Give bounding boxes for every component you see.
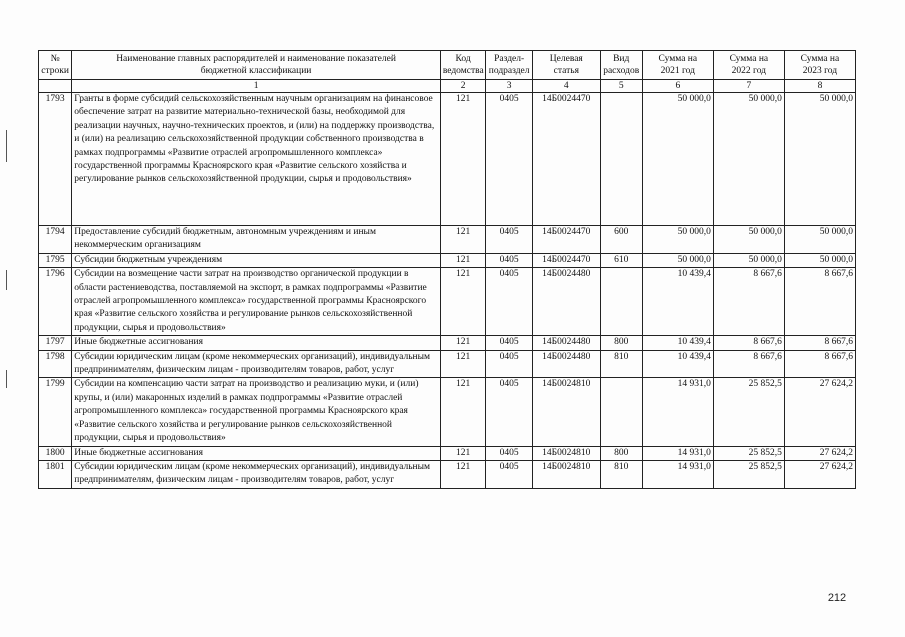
row-number: 1794 bbox=[39, 226, 72, 254]
row-sum-2021: 10 439,4 bbox=[642, 350, 713, 378]
header-sum-2023: Сумма на 2023 год bbox=[784, 51, 855, 80]
row-sum-2021: 14 931,0 bbox=[642, 446, 713, 460]
row-dept-code: 121 bbox=[440, 336, 486, 350]
row-expense-type: 800 bbox=[600, 446, 642, 460]
row-number: 1799 bbox=[39, 378, 72, 446]
table-header-row bbox=[39, 51, 856, 80]
table-row bbox=[39, 350, 856, 378]
row-expense-type: 610 bbox=[600, 253, 642, 267]
row-sum-2022: 8 667,6 bbox=[713, 350, 784, 378]
row-target-article: 14Б0024470 bbox=[532, 93, 600, 226]
row-sum-2022: 8 667,6 bbox=[713, 336, 784, 350]
row-name: Субсидии бюджетным учреждениям bbox=[72, 253, 441, 267]
row-number: 1796 bbox=[39, 268, 72, 336]
row-name: Гранты в форме субсидий сельскохозяйственным научным организациям на финансовое обеспечение затрат на развитие материально-технической базы, необходимой для реализации научных, научно-технических проектов, и (или) на поддержку производства, и (или) на реализацию сельскохозяйственной продукции собственного производства в рамках подпрограммы «Развитие отраслей агропромышленного комплекса» государственной программы Красноярского края «Развитие сельского хозяйства и регулирование рынков сельскохозяйственной продукции, сырья и продовольствия» bbox=[72, 93, 441, 226]
row-expense-type bbox=[600, 93, 642, 226]
row-target-article: 14Б0024480 bbox=[532, 336, 600, 350]
row-name: Субсидии юридическим лицам (кроме некоммерческих организаций), индивидуальным предпринимателям, физическим лицам - производителям товаров, работ, услуг bbox=[72, 350, 441, 378]
row-target-article: 14Б0024810 bbox=[532, 378, 600, 446]
table-row bbox=[39, 460, 856, 488]
column-number-row bbox=[39, 80, 856, 93]
row-sum-2023: 50 000,0 bbox=[784, 253, 855, 267]
table-row bbox=[39, 336, 856, 350]
row-name: Иные бюджетные ассигнования bbox=[72, 446, 441, 460]
table-row bbox=[39, 378, 856, 446]
page-number: 212 bbox=[827, 592, 847, 604]
row-sum-2021: 50 000,0 bbox=[642, 253, 713, 267]
row-section: 0405 bbox=[486, 93, 533, 226]
budget-table bbox=[38, 50, 856, 489]
row-sum-2023: 8 667,6 bbox=[784, 268, 855, 336]
row-dept-code: 121 bbox=[440, 378, 486, 446]
row-dept-code: 121 bbox=[440, 93, 486, 226]
scan-artifact-line bbox=[6, 370, 7, 388]
row-section: 0405 bbox=[486, 350, 533, 378]
row-target-article: 14Б0024470 bbox=[532, 253, 600, 267]
row-expense-type: 810 bbox=[600, 350, 642, 378]
row-dept-code: 121 bbox=[440, 446, 486, 460]
row-sum-2021: 14 931,0 bbox=[642, 378, 713, 446]
row-target-article: 14Б0024480 bbox=[532, 350, 600, 378]
row-section: 0405 bbox=[486, 268, 533, 336]
row-dept-code: 121 bbox=[440, 253, 486, 267]
row-name: Субсидии юридическим лицам (кроме некоммерческих организаций), индивидуальным предпринимателям, физическим лицам - производителям товаров, работ, услуг bbox=[72, 460, 441, 488]
row-name: Иные бюджетные ассигнования bbox=[72, 336, 441, 350]
row-target-article: 14Б0024470 bbox=[532, 226, 600, 254]
table-row bbox=[39, 253, 856, 267]
scan-artifact-line bbox=[6, 270, 7, 290]
row-dept-code: 121 bbox=[440, 350, 486, 378]
row-sum-2021: 50 000,0 bbox=[642, 226, 713, 254]
header-name: Наименование главных распорядителей и наименование показателей бюджетной классификации bbox=[72, 51, 441, 80]
row-sum-2023: 27 624,2 bbox=[784, 378, 855, 446]
row-expense-type bbox=[600, 378, 642, 446]
row-sum-2021: 14 931,0 bbox=[642, 460, 713, 488]
row-dept-code: 121 bbox=[440, 460, 486, 488]
row-number: 1801 bbox=[39, 460, 72, 488]
row-section: 0405 bbox=[486, 378, 533, 446]
header-sum-2021: Сумма на 2021 год bbox=[642, 51, 713, 80]
row-section: 0405 bbox=[486, 336, 533, 350]
row-sum-2021: 50 000,0 bbox=[642, 93, 713, 226]
row-expense-type bbox=[600, 268, 642, 336]
row-expense-type: 800 bbox=[600, 336, 642, 350]
column-number-cell: 8 bbox=[784, 80, 855, 93]
table-row bbox=[39, 268, 856, 336]
table-row bbox=[39, 446, 856, 460]
row-sum-2023: 50 000,0 bbox=[784, 93, 855, 226]
row-number: 1797 bbox=[39, 336, 72, 350]
row-section: 0405 bbox=[486, 446, 533, 460]
row-sum-2023: 50 000,0 bbox=[784, 226, 855, 254]
row-number: 1795 bbox=[39, 253, 72, 267]
row-expense-type: 600 bbox=[600, 226, 642, 254]
row-sum-2023: 27 624,2 bbox=[784, 446, 855, 460]
row-sum-2023: 8 667,6 bbox=[784, 336, 855, 350]
row-sum-2022: 50 000,0 bbox=[713, 226, 784, 254]
row-sum-2022: 50 000,0 bbox=[713, 93, 784, 226]
row-sum-2022: 8 667,6 bbox=[713, 268, 784, 336]
row-target-article: 14Б0024810 bbox=[532, 460, 600, 488]
column-number-cell bbox=[39, 80, 72, 93]
row-target-article: 14Б0024480 bbox=[532, 268, 600, 336]
table-row bbox=[39, 93, 856, 226]
row-sum-2023: 8 667,6 bbox=[784, 350, 855, 378]
row-sum-2021: 10 439,4 bbox=[642, 336, 713, 350]
row-name: Субсидии на возмещение части затрат на производство органической продукции в области растениеводства, поставляемой на экспорт, в рамках подпрограммы «Развитие отраслей агропромышленного комплекса» государственной программы Красноярского края «Развитие сельского хозяйства и регулирование рынков сельскохозяйственной продукции, сырья и продовольствия» bbox=[72, 268, 441, 336]
row-sum-2021: 10 439,4 bbox=[642, 268, 713, 336]
row-name: Предоставление субсидий бюджетным, автономным учреждениям и иным некоммерческим организациям bbox=[72, 226, 441, 254]
row-number: 1798 bbox=[39, 350, 72, 378]
column-number-cell: 1 bbox=[72, 80, 441, 93]
row-number: 1793 bbox=[39, 93, 72, 226]
row-dept-code: 121 bbox=[440, 226, 486, 254]
row-sum-2023: 27 624,2 bbox=[784, 460, 855, 488]
row-section: 0405 bbox=[486, 460, 533, 488]
header-target-article: Целевая статья bbox=[532, 51, 600, 80]
row-sum-2022: 25 852,5 bbox=[713, 446, 784, 460]
header-section: Раздел- подраздел bbox=[486, 51, 533, 80]
row-name: Субсидии на компенсацию части затрат на производство и реализацию муки, и (или) крупы, и (или) макаронных изделий в рамках подпрограммы «Развитие отраслей агропромышленного комплекса» государственной программы Красноярского края «Развитие сельского хозяйства и регулирование рынков сельскохозяйственной продукции, сырья и продовольствия» bbox=[72, 378, 441, 446]
header-sum-2022: Сумма на 2022 год bbox=[713, 51, 784, 80]
row-sum-2022: 25 852,5 bbox=[713, 378, 784, 446]
column-number-cell: 4 bbox=[532, 80, 600, 93]
row-sum-2022: 50 000,0 bbox=[713, 253, 784, 267]
row-number: 1800 bbox=[39, 446, 72, 460]
header-dept-code: Код ведомства bbox=[440, 51, 486, 80]
row-target-article: 14Б0024810 bbox=[532, 446, 600, 460]
row-expense-type: 810 bbox=[600, 460, 642, 488]
column-number-cell: 5 bbox=[600, 80, 642, 93]
header-row-number: № строки bbox=[39, 51, 72, 80]
row-section: 0405 bbox=[486, 226, 533, 254]
header-expense-type: Вид расходов bbox=[600, 51, 642, 80]
column-number-cell: 2 bbox=[440, 80, 486, 93]
row-sum-2022: 25 852,5 bbox=[713, 460, 784, 488]
column-number-cell: 7 bbox=[713, 80, 784, 93]
table-row bbox=[39, 226, 856, 254]
scan-artifact-line bbox=[6, 130, 7, 162]
column-number-cell: 6 bbox=[642, 80, 713, 93]
column-number-cell: 3 bbox=[486, 80, 533, 93]
row-dept-code: 121 bbox=[440, 268, 486, 336]
row-section: 0405 bbox=[486, 253, 533, 267]
